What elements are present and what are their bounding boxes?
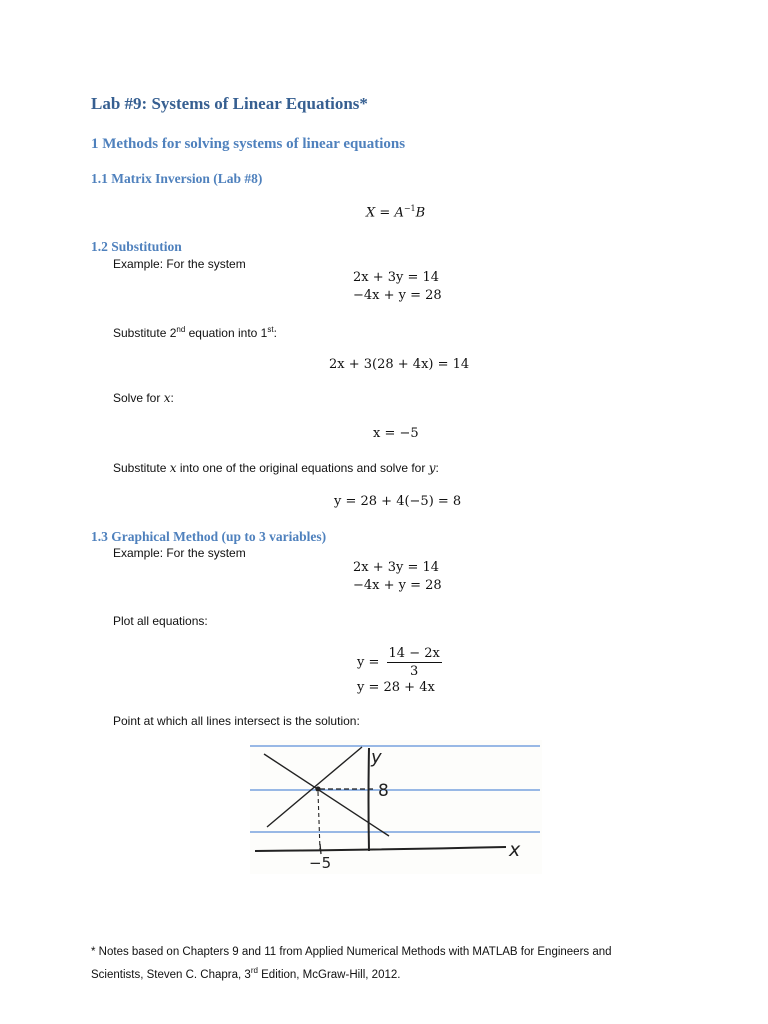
y-value-label: 8: [378, 781, 389, 801]
graphical-system-equation-1: 2x + 3y = 14: [353, 560, 440, 575]
line-1-fraction-equation: y = $\frac{14 - 2x}{3}$: [357, 646, 440, 679]
plot-all-label: Plot all equations:: [113, 614, 208, 628]
system-equation-1: 2x + 3y = 14: [353, 270, 440, 285]
line-2-equation: y = 28 + 4x: [357, 680, 435, 695]
system-equation-2: −4x + y = 28: [353, 288, 442, 303]
x-value-label: −5: [309, 854, 332, 872]
graphical-system-equation-2: −4x + y = 28: [353, 578, 442, 593]
substitute-instruction: Substitute 2nd equation into 1st:: [113, 325, 277, 340]
subsection-heading-1-1: 1.1 Matrix Inversion (Lab #8): [91, 171, 263, 186]
substituted-equation: 2x + 3(28 + 4x) = 14: [329, 357, 470, 372]
y-axis-label: y: [371, 747, 382, 768]
substitution-example-label: Example: For the system: [113, 257, 246, 271]
y-axis: [369, 748, 370, 851]
intersection-label: Point at which all lines intersect is the solution:: [113, 714, 360, 728]
x-axis-label: x: [509, 839, 521, 861]
graphical-example-label: Example: For the system: [113, 546, 246, 560]
page-title: Lab #9: Systems of Linear Equations*: [91, 94, 368, 113]
footnote-line-2: Scientists, Steven C. Chapra, 3rd Edition, McGraw-Hill, 2012.: [91, 966, 401, 981]
hand-drawn-graph-sketch: [250, 740, 542, 874]
x-solution-equation: x = −5: [373, 426, 419, 441]
matrix-inversion-equation: $X = A^{-1}B$: [366, 204, 426, 221]
solve-for-x-label: Solve for x:: [113, 391, 174, 405]
section-heading-1: 1 Methods for solving systems of linear equations: [91, 136, 406, 152]
subsection-heading-1-3: 1.3 Graphical Method (up to 3 variables): [91, 529, 327, 544]
fraction: $\frac{14 - 2x}{3}$: [388, 646, 440, 679]
y-solution-equation: y = 28 + 4(−5) = 8: [334, 494, 462, 509]
subsection-heading-1-2: 1.2 Substitution: [91, 239, 182, 254]
footnote-line-1: * Notes based on Chapters 9 and 11 from Applied Numerical Methods with MATLAB for Engineers and: [91, 946, 612, 958]
substitute-x-instruction: Substitute x into one of the original equations and solve for y:: [113, 461, 439, 475]
sketch-paper: [250, 740, 542, 874]
intersection-point: [315, 786, 320, 791]
